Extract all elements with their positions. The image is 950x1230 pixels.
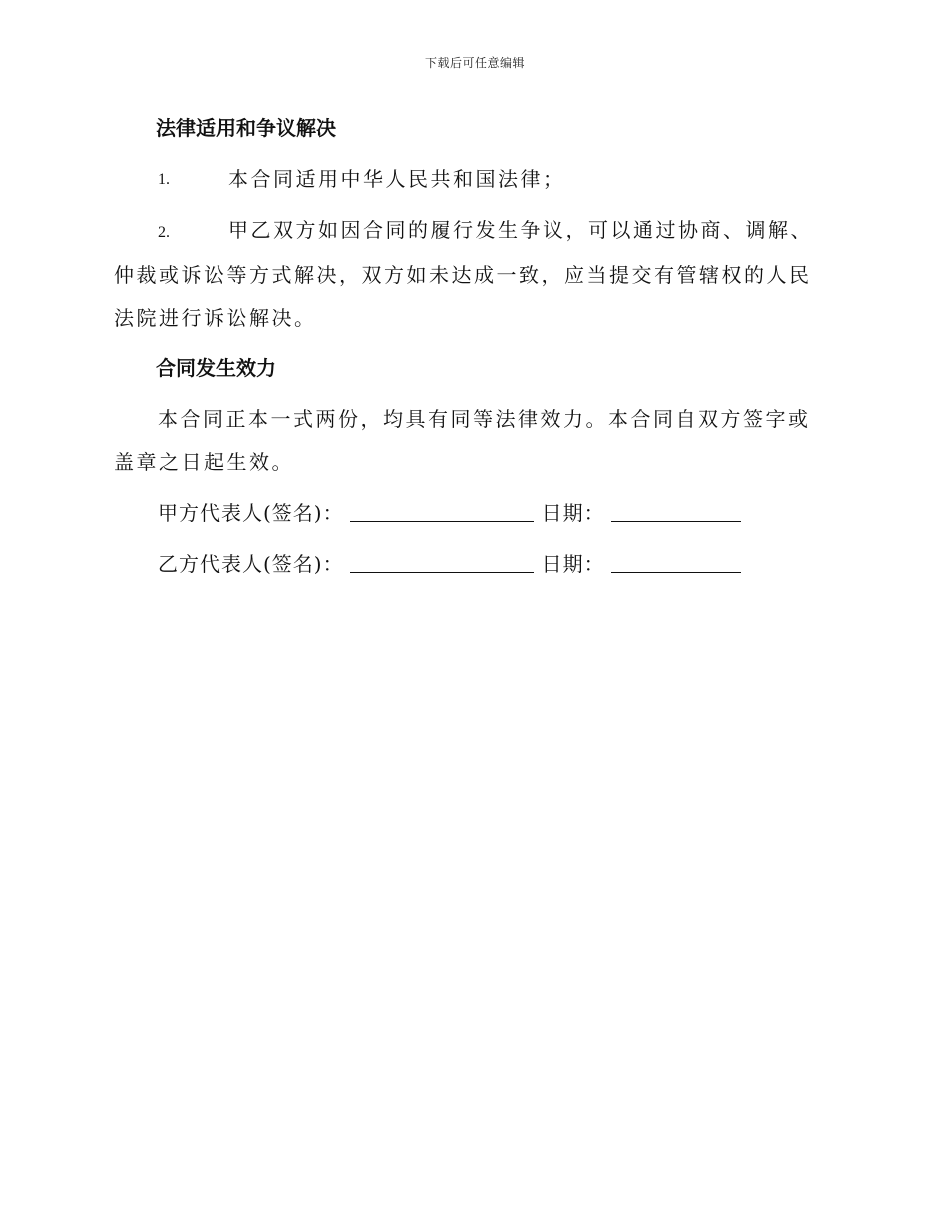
party-b-signature-blank[interactable] <box>350 546 534 573</box>
party-a-signature-blank[interactable] <box>350 495 534 522</box>
list-item <box>114 209 832 340</box>
list-item-number: 1. <box>158 171 170 188</box>
party-b-date-blank[interactable] <box>611 546 741 573</box>
party-a-signature-label: 甲方代表人(签名)： <box>158 501 344 525</box>
party-a-date-label: 日期： <box>541 501 605 525</box>
party-b-date-label: 日期： <box>541 552 605 576</box>
party-b-signature-label: 乙方代表人(签名)： <box>158 552 344 576</box>
list-item-text: 本合同适用中华人民共和国法律； <box>228 167 566 191</box>
signature-line-party-b <box>114 543 832 586</box>
document-body <box>114 108 832 594</box>
list-item <box>114 158 832 201</box>
section-title-effect: 合同发生效力 <box>156 356 276 380</box>
list-item-text: 甲乙双方如因合同的履行发生争议，可以通过协商、调解、仲裁或诉讼等方式解决，双方如未达成一致，应当提交有管辖权的人民法院进行诉讼解决。 <box>114 218 813 330</box>
signature-line-party-a <box>114 492 832 535</box>
party-a-date-blank[interactable] <box>611 495 741 522</box>
effect-paragraph: 本合同正本一式两份，均具有同等法律效力。本合同自双方签字或盖章之日起生效。 <box>114 407 811 474</box>
list-item-number: 2. <box>158 224 170 241</box>
section-title-law: 法律适用和争议解决 <box>156 116 336 140</box>
page-header-note: 下载后可任意编辑 <box>424 56 525 70</box>
